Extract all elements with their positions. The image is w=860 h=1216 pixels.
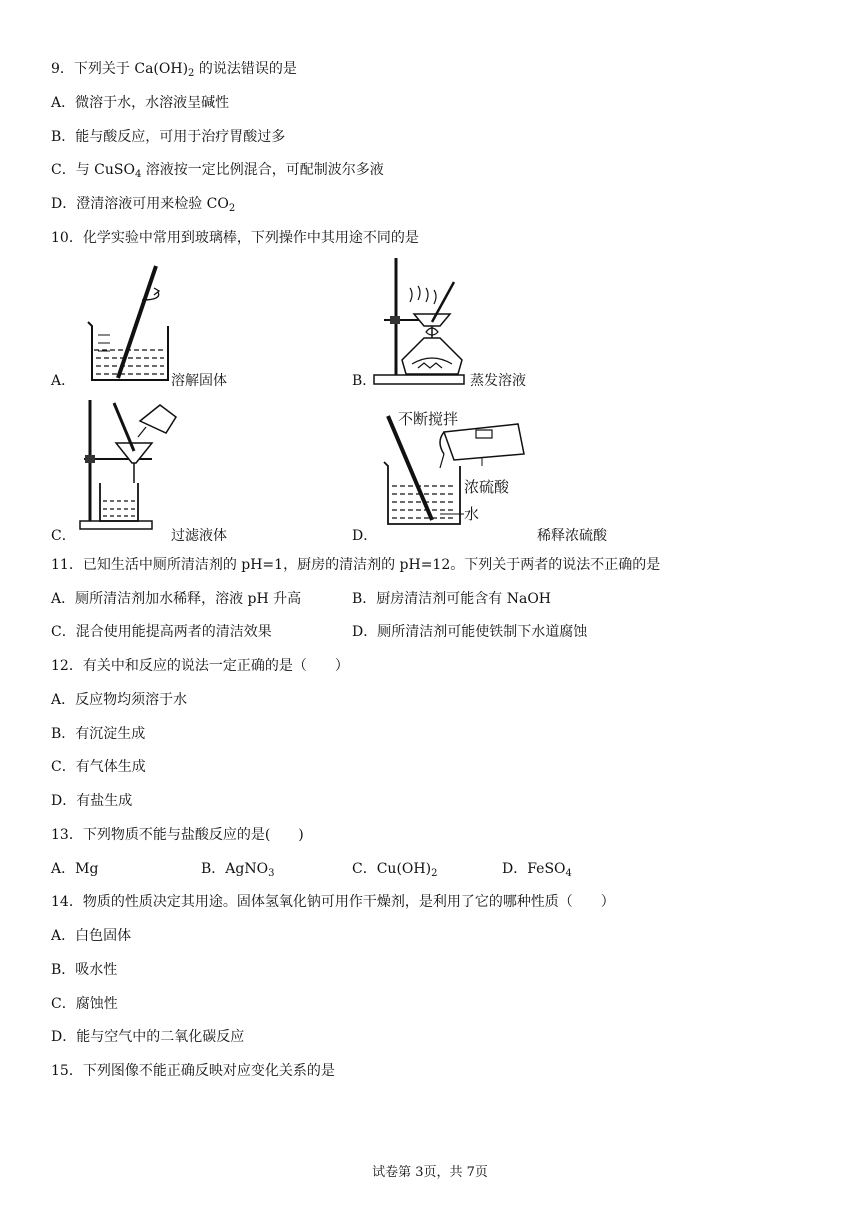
q10-stem: 10．化学实验中常用到玻璃棒，下列操作中其用途不同的是 (51, 230, 419, 246)
q10-d-label-stir: 不断搅拌 (398, 410, 459, 428)
q12-option-a: A．反应物均须溶于水 (51, 692, 188, 708)
q15-stem: 15．下列图像不能正确反映对应变化关系的是 (51, 1063, 335, 1079)
q10-option-a-caption: 溶解固体 (171, 373, 227, 389)
q9-option-c: C．与 CuSO$_4$ 溶液按一定比例混合，可配制波尔多液 (51, 162, 384, 180)
q13-option-d: D．FeSO$_4$ (502, 861, 572, 879)
q10-figure-a-dissolve (80, 260, 180, 385)
q11-option-a: A．厕所清洁剂加水稀释，溶液 pH 升高 (51, 591, 302, 607)
q11-stem: 11．已知生活中厕所清洁剂的 pH=1，厨房的清洁剂的 pH=12。下列关于两者的说法不正确的是 (51, 557, 661, 573)
q14-option-b: B．吸水性 (51, 962, 118, 978)
q14-option-d: D．能与空气中的二氧化碳反应 (51, 1029, 245, 1045)
q10-option-d-caption: 稀释浓硫酸 (537, 528, 607, 544)
q13-option-b: B．AgNO$_3$ (201, 861, 275, 879)
q9-option-a: A．微溶于水，水溶液呈碱性 (51, 95, 230, 111)
q9-option-d: D．澄清溶液可用来检验 $CO_2$ (51, 196, 236, 214)
q10-option-b-letter: B． (352, 373, 377, 389)
q10-d-label-water: 水 (464, 505, 480, 523)
q10-option-c-letter: C． (51, 528, 76, 544)
q10-figure-c-filter (76, 397, 182, 531)
q13-option-c: C．$Cu(OH)_2$ (352, 861, 438, 879)
q10-figure-b-evaporate (370, 256, 470, 388)
q10-d-label-acid: 浓硫酸 (464, 478, 510, 496)
q14-stem: 14．物质的性质决定其用途。固体氢氧化钠可用作干燥剂，是利用了它的哪种性质（ ） (51, 894, 615, 910)
q9-option-b: B．能与酸反应，可用于治疗胃酸过多 (51, 129, 286, 145)
q10-figure-d-dilute (378, 406, 542, 530)
q9-stem: 9．下列关于 $Ca(OH)_2$ 的说法错误的是 (51, 61, 297, 79)
q11-option-b: B．厨房清洁剂可能含有 NaOH (352, 591, 552, 607)
q14-option-c: C．腐蚀性 (51, 996, 118, 1012)
q13-option-a: A．Mg (51, 861, 99, 877)
q12-option-b: B．有沉淀生成 (51, 726, 146, 742)
q10-option-a-letter: A． (51, 373, 76, 389)
q12-option-c: C．有气体生成 (51, 759, 146, 775)
q12-option-d: D．有盐生成 (51, 793, 133, 809)
q12-stem: 12．有关中和反应的说法一定正确的是（ ） (51, 658, 349, 674)
q11-option-c: C．混合使用能提高两者的清洁效果 (51, 624, 272, 640)
q10-option-b-caption: 蒸发溶液 (470, 373, 526, 389)
q14-option-a: A．白色固体 (51, 928, 132, 944)
q13-stem: 13．下列物质不能与盐酸反应的是( ) (51, 827, 304, 843)
q10-option-c-caption: 过滤液体 (171, 528, 227, 544)
page-footer: 试卷第 3页，共 7页 (372, 1165, 488, 1180)
q10-option-d-letter: D． (352, 528, 378, 544)
q11-option-d: D．厕所清洁剂可能使铁制下水道腐蚀 (352, 624, 588, 640)
